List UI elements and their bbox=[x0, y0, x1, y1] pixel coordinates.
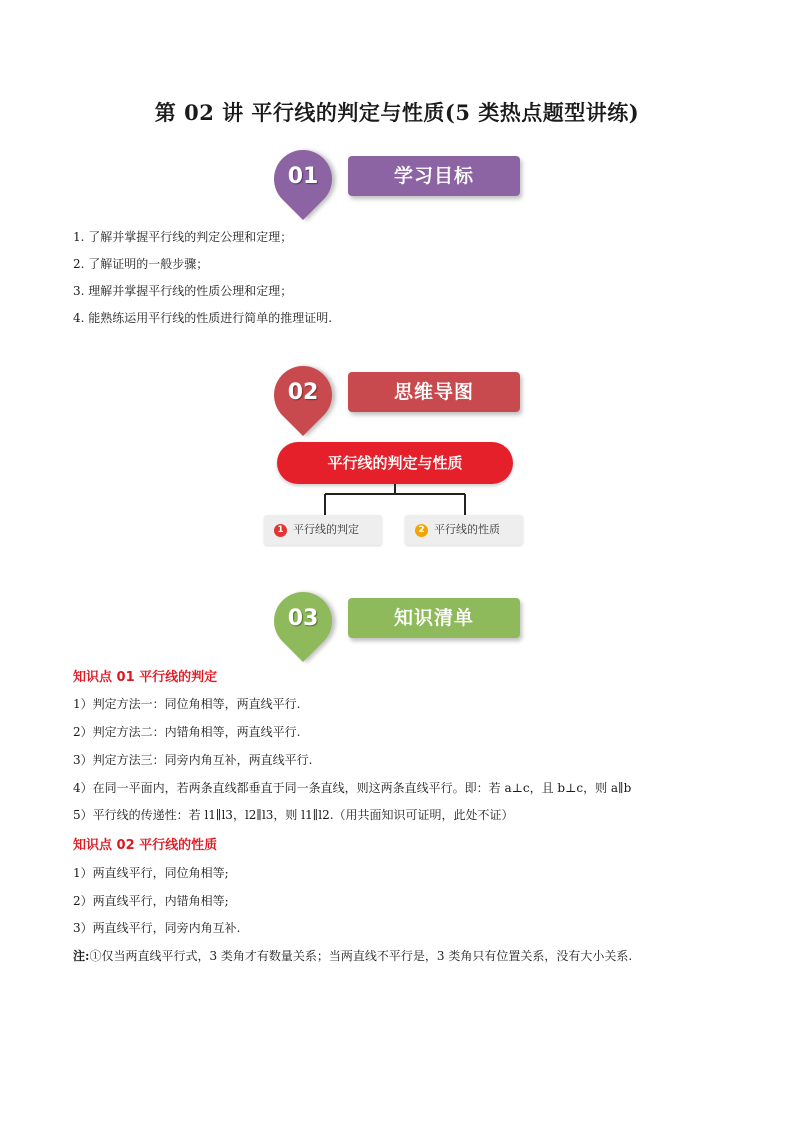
section-banner: 学习目标 bbox=[348, 156, 520, 196]
knowledge-line: 1）两直线平行，同位角相等; bbox=[73, 866, 229, 880]
node-label: 平行线的判定 bbox=[293, 523, 359, 536]
section-banner: 知识清单 bbox=[348, 598, 520, 638]
node-label: 平行线的性质 bbox=[434, 523, 500, 536]
page-title: 第 02 讲 平行线的判定与性质(5 类热点题型讲练) bbox=[154, 100, 640, 125]
list-item: 4. 能熟练运用平行线的性质进行简单的推理证明. bbox=[73, 311, 333, 325]
list-item: 3. 理解并掌握平行线的性质公理和定理； bbox=[73, 284, 293, 298]
section-badge-mindmap bbox=[274, 366, 524, 432]
knowledge-line: 3）两直线平行，同旁内角互补. bbox=[73, 921, 241, 935]
section-number: 03 bbox=[287, 606, 319, 631]
note-line bbox=[73, 947, 632, 964]
mindmap-node-properties bbox=[405, 515, 523, 545]
knowledge-line: 4）在同一平面内，若两条直线都垂直于同一条直线，则这两条直线平行。即：若 a⊥c，且 b⊥c，则 a∥b bbox=[73, 781, 632, 795]
knowledge-line: 2）判定方法二：内错角相等，两直线平行. bbox=[73, 725, 301, 739]
knowledge-line: 2）两直线平行，内错角相等; bbox=[73, 894, 229, 908]
node-index-badge: 1 bbox=[274, 524, 287, 537]
note-text: ①仅当两直线平行式，3 类角才有数量关系；当两直线不平行是，3 类角只有位置关系，没有大小关系. bbox=[89, 949, 633, 963]
knowledge-point-heading: 知识点 01 平行线的判定 bbox=[73, 670, 218, 685]
knowledge-point-heading: 知识点 02 平行线的性质 bbox=[73, 838, 218, 853]
mindmap-root: 平行线的判定与性质 bbox=[277, 442, 513, 484]
knowledge-line: 5）平行线的传递性：若 l1∥l3，l2∥l3，则 l1∥l2.（用共面知识可证明，此处不证） bbox=[73, 808, 514, 822]
note-label: 注: bbox=[73, 949, 90, 963]
section-badge-knowledge bbox=[274, 592, 524, 658]
list-item: 1. 了解并掌握平行线的判定公理和定理； bbox=[73, 230, 293, 244]
node-index-badge: 2 bbox=[415, 524, 428, 537]
knowledge-line: 1）判定方法一：同位角相等，两直线平行. bbox=[73, 697, 301, 711]
mindmap-node-judgement bbox=[264, 515, 382, 545]
section-number: 02 bbox=[287, 380, 319, 405]
objectives-list bbox=[73, 224, 332, 332]
section-banner: 思维导图 bbox=[348, 372, 520, 412]
knowledge-line: 3）判定方法三：同旁内角互补，两直线平行. bbox=[73, 753, 313, 767]
section-badge-objectives bbox=[274, 150, 524, 216]
list-item: 2. 了解证明的一般步骤； bbox=[73, 257, 209, 271]
mindmap-connector bbox=[320, 484, 470, 516]
section-number: 01 bbox=[287, 164, 319, 189]
